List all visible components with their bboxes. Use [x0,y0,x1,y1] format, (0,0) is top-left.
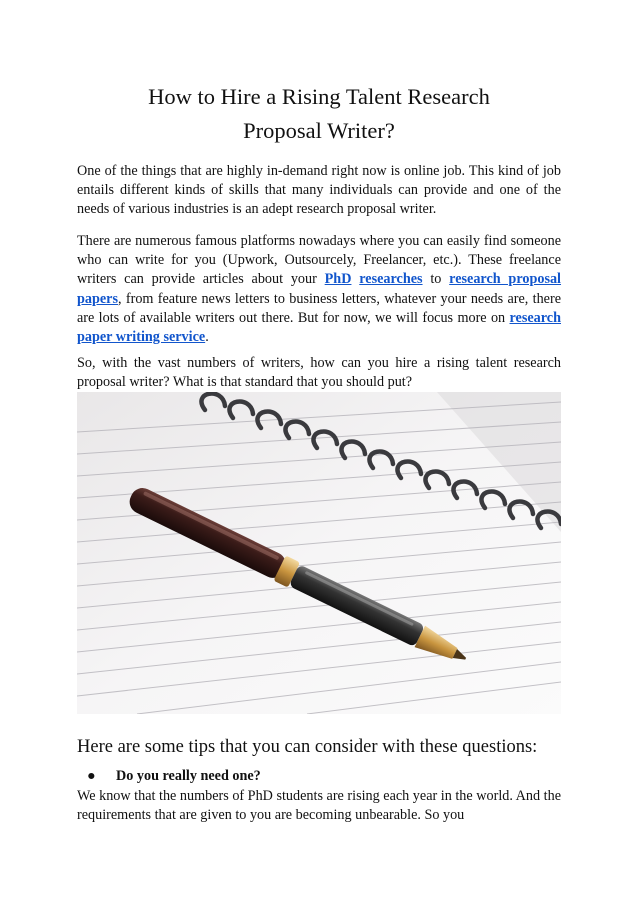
link-researches[interactable]: researches [359,271,423,288]
paragraph-platforms-text-1: There are numerous famous platforms nowadays where you can easily find someone who can write for you (Upwork, Outsourcely, Freelancer, etc.). These freelance writers can provide articles about your [77,233,561,288]
paragraph-platforms-text-3: , from feature news letters to business letters, whatever your needs are, there are lots of available writers out there. But for now, we will focus more on [77,290,561,326]
paragraph-platforms-text-2: to [422,271,450,288]
bullet-dot: ● [87,768,96,784]
link-research-paper-writing-service[interactable]: research paper writing service [77,309,561,346]
document-title [77,80,561,148]
title-line-1: How to Hire a Rising Talent Research [148,84,490,109]
tips-heading: Here are some tips that you can consider with these questions: [77,737,538,757]
link-papers[interactable]: papers [77,290,118,307]
bullet-text: Do you really need one? [116,768,261,784]
paragraph-question: So, with the vast numbers of writers, how can you hire a rising talent research proposal writer? What is that standard that you should put? [77,355,561,391]
paragraph-platforms [77,232,561,347]
paragraph-phd-students: We know that the numbers of PhD students are rising each year in the world. And the requirements that are given to you are becoming unbearable. So you [77,788,561,824]
link-research-proposal[interactable]: research proposal [449,271,562,288]
title-line-2: Proposal Writer? [243,118,395,143]
paragraph-intro: One of the things that are highly in-demand right now is online job. This kind of job entails different kinds of skills that many individuals can provide and one of the needs of various industries is an adept research proposal writer. [77,163,561,218]
link-phd[interactable]: PhD [324,271,352,288]
paragraph-platforms-text-4: . [205,329,209,346]
pen-on-notebook-image [77,392,561,714]
